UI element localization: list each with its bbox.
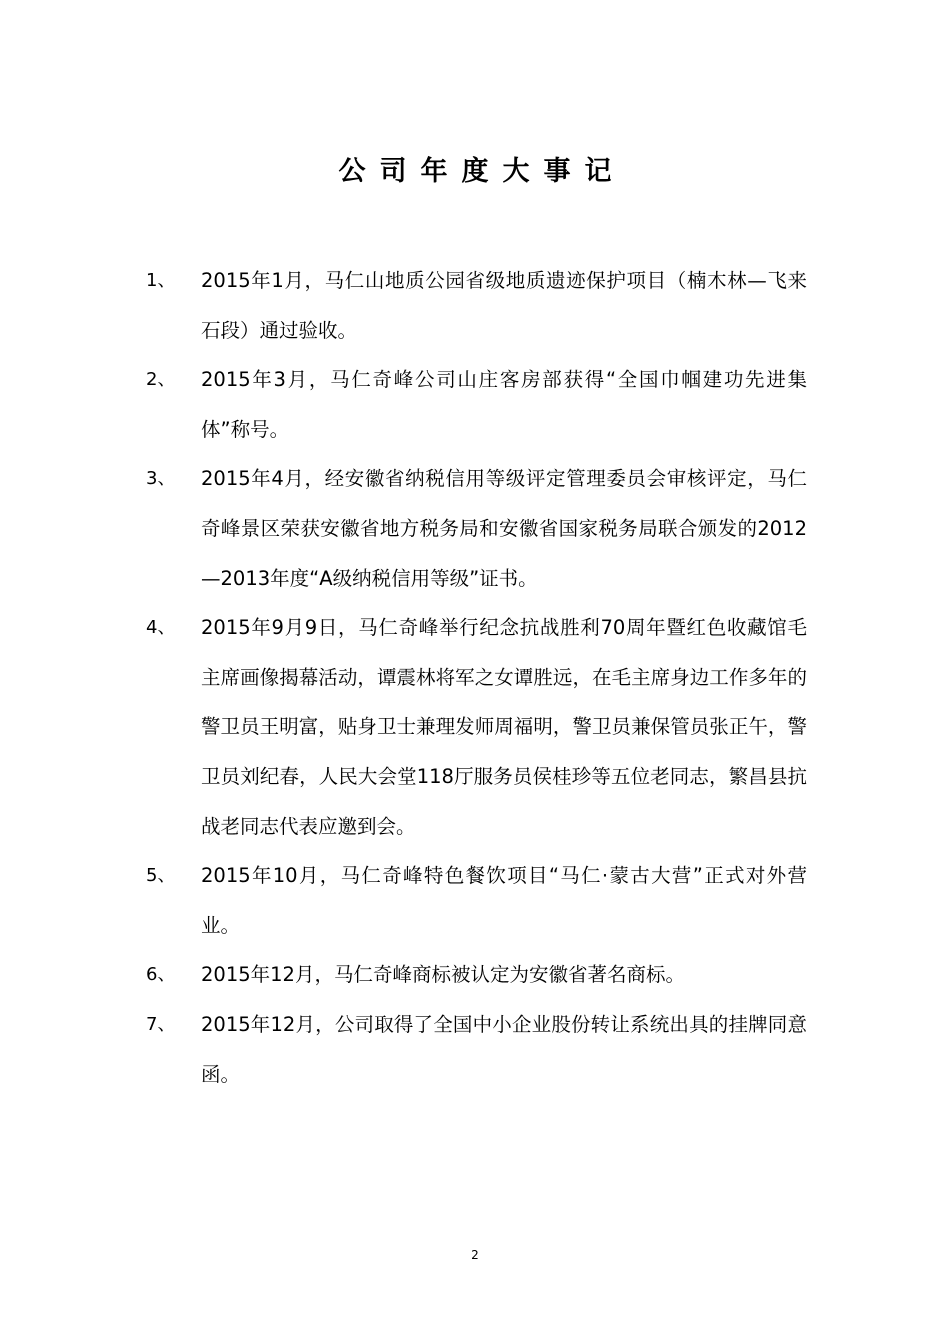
list-item — [0, 950, 950, 1000]
page-number: 2 — [471, 1248, 479, 1262]
list-item-text: 2015年3月，马仁奇峰公司山庄客房部获得“全国巾帼建功先进集体”称号。 — [201, 368, 807, 441]
event-list — [0, 256, 950, 1099]
list-item-text: 2015年1月，马仁山地质公园省级地质遗迹保护项目（楠木林—飞来石段）通过验收。 — [201, 269, 807, 342]
list-item-number: 6、 — [146, 964, 176, 986]
list-item-number: 7、 — [146, 1013, 176, 1035]
list-item-number: 3、 — [146, 468, 176, 490]
list-item-text: 2015年9月9日，马仁奇峰举行纪念抗战胜利70周年暨红色收藏馆毛主席画像揭幕活动，谭震林将军之女谭胜远，在毛主席身边工作多年的警卫员王明富，贴身卫士兼理发师周福明，警卫员兼保管员张正午，警卫员刘纪春，人民大会堂118厅服务员侯桂珍等五位老同志，繁昌县抗战老同志代表应邀到会。 — [201, 616, 807, 838]
list-item — [0, 1000, 950, 1099]
page-title: 公司年度大事记 — [338, 156, 626, 187]
list-item-text: 2015年12月，马仁奇峰商标被认定为安徽省著名商标。 — [201, 963, 685, 987]
list-item-number: 4、 — [146, 617, 176, 639]
list-item-number: 2、 — [146, 369, 176, 391]
list-item — [0, 603, 950, 851]
list-item — [0, 256, 950, 355]
list-item — [0, 355, 950, 454]
list-item-number: 5、 — [146, 865, 176, 887]
list-item-text: 2015年10月，马仁奇峰特色餐饮项目“马仁·蒙古大营”正式对外营业。 — [201, 864, 807, 937]
list-item — [0, 454, 950, 603]
list-item-text: 2015年4月，经安徽省纳税信用等级评定管理委员会审核评定，马仁奇峰景区荣获安徽省地方税务局和安徽省国家税务局联合颁发的2012—2013年度“A级纳税信用等级”证书。 — [201, 467, 807, 590]
list-item — [0, 851, 950, 950]
list-item-number: 1、 — [146, 270, 176, 291]
list-item-text: 2015年12月，公司取得了全国中小企业股份转让系统出具的挂牌同意函。 — [201, 1012, 807, 1086]
